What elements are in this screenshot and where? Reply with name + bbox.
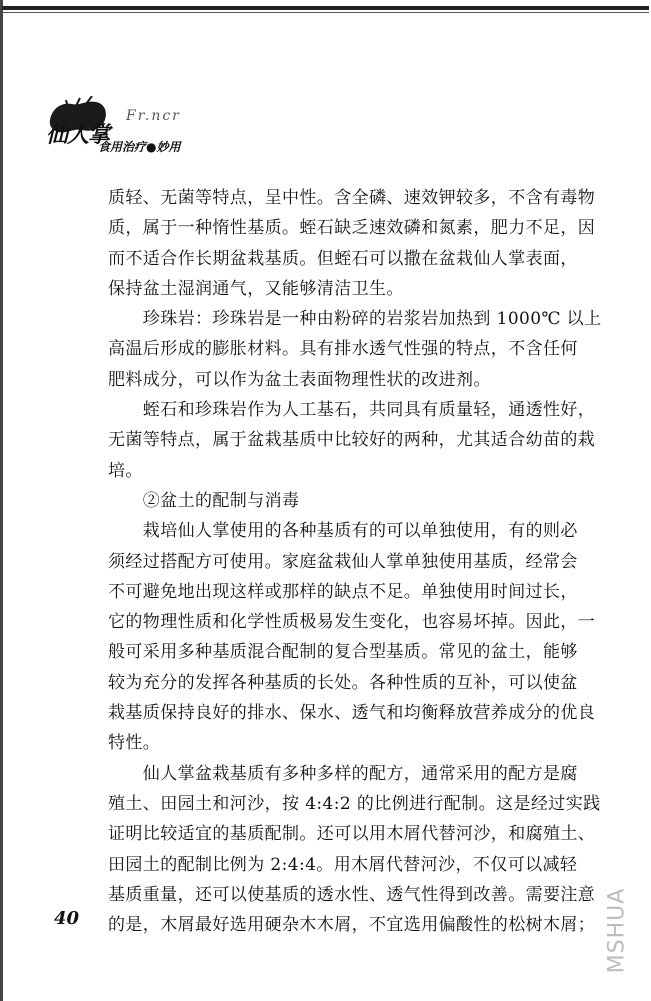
watermark-text: MSHUA	[604, 887, 630, 974]
text-line: 殖土、田园土和河沙，按 4:4:2 的比例进行配制。这是经过实践	[108, 793, 601, 814]
text-line: 基质重量，还可以使基质的透水性、透气性得到改善。需要注意	[108, 884, 596, 905]
top-rule-thin	[2, 12, 649, 13]
top-rule	[2, 6, 649, 10]
page-left-edge	[0, 0, 3, 1001]
text-line: 珍珠岩：珍珠岩是一种由粉碎的岩浆岩加热到 1000℃ 以上	[108, 309, 602, 330]
text-line: 仙人掌盆栽基质有多种多样的配方，通常采用的配方是腐	[108, 763, 578, 784]
text-line: 证明比较适宜的基质配制。还可以用木屑代替河沙，和腐殖土、	[108, 824, 596, 845]
text-line: 而不适合作长期盆栽基质。但蛭石可以撒在盆栽仙人掌表面，	[108, 248, 578, 269]
text-line: 栽培仙人掌使用的各种基质有的可以单独使用，有的则必	[108, 521, 578, 542]
text-line: 栽基质保持良好的排水、保水、透气和均衡释放营养成分的优良	[108, 703, 596, 724]
text-line: 无菌等特点，属于盆栽基质中比较好的两种，尤其适合幼苗的栽	[108, 430, 596, 451]
body-text	[108, 183, 602, 940]
text-line: 质，属于一种惰性基质。蛭石缺乏速效磷和氮素，肥力不足，因	[108, 218, 596, 239]
text-line: 田园土的配制比例为 2:4:4。用木屑代替河沙，不仅可以减轻	[108, 854, 578, 875]
text-line: 高温后形成的膨胀材料。具有排水透气性强的特点，不含任何	[108, 339, 578, 360]
header-title: 仙人掌	[46, 122, 110, 148]
text-line: 的是，木屑最好选用硬杂木木屑，不宜选用偏酸性的松树木屑；	[108, 915, 596, 936]
text-line: 较为充分的发挥各种基质的长处。各种性质的互补，可以使盆	[108, 672, 578, 693]
page-number: 40	[54, 908, 80, 929]
section-heading: ②盆土的配制与消毒	[108, 490, 300, 511]
text-line: 培。	[108, 460, 143, 481]
text-line: 蛭石和珍珠岩作为人工基石，共同具有质量轻，通透性好，	[108, 400, 596, 421]
text-line: 质轻、无菌等特点，呈中性。含全磷、速效钾较多，不含有毒物	[108, 188, 596, 208]
watermark	[604, 880, 648, 990]
text-line: 不可避免地出现这样或那样的缺点不足。单独使用时间过长，	[108, 581, 578, 602]
header-subtitle: 食用治疗●妙用	[98, 140, 181, 154]
text-line: 特性。	[108, 733, 161, 754]
text-line: 肥料成分，可以作为盆土表面物理性状的改进剂。	[108, 369, 491, 390]
header-script-text: Fr.ncr	[126, 108, 181, 124]
text-line: 它的物理性质和化学性质极易发生变化，也容易坏掉。因此，一	[108, 612, 596, 633]
chapter-header-logo	[46, 96, 246, 176]
text-line: 须经过搭配方可使用。家庭盆栽仙人掌单独使用基质，经常会	[108, 551, 578, 572]
text-line: 般可采用多种基质混合配制的复合型基质。常见的盆土，能够	[108, 642, 578, 663]
text-line: 保持盆土湿润通气，又能够清洁卫生。	[108, 278, 404, 299]
